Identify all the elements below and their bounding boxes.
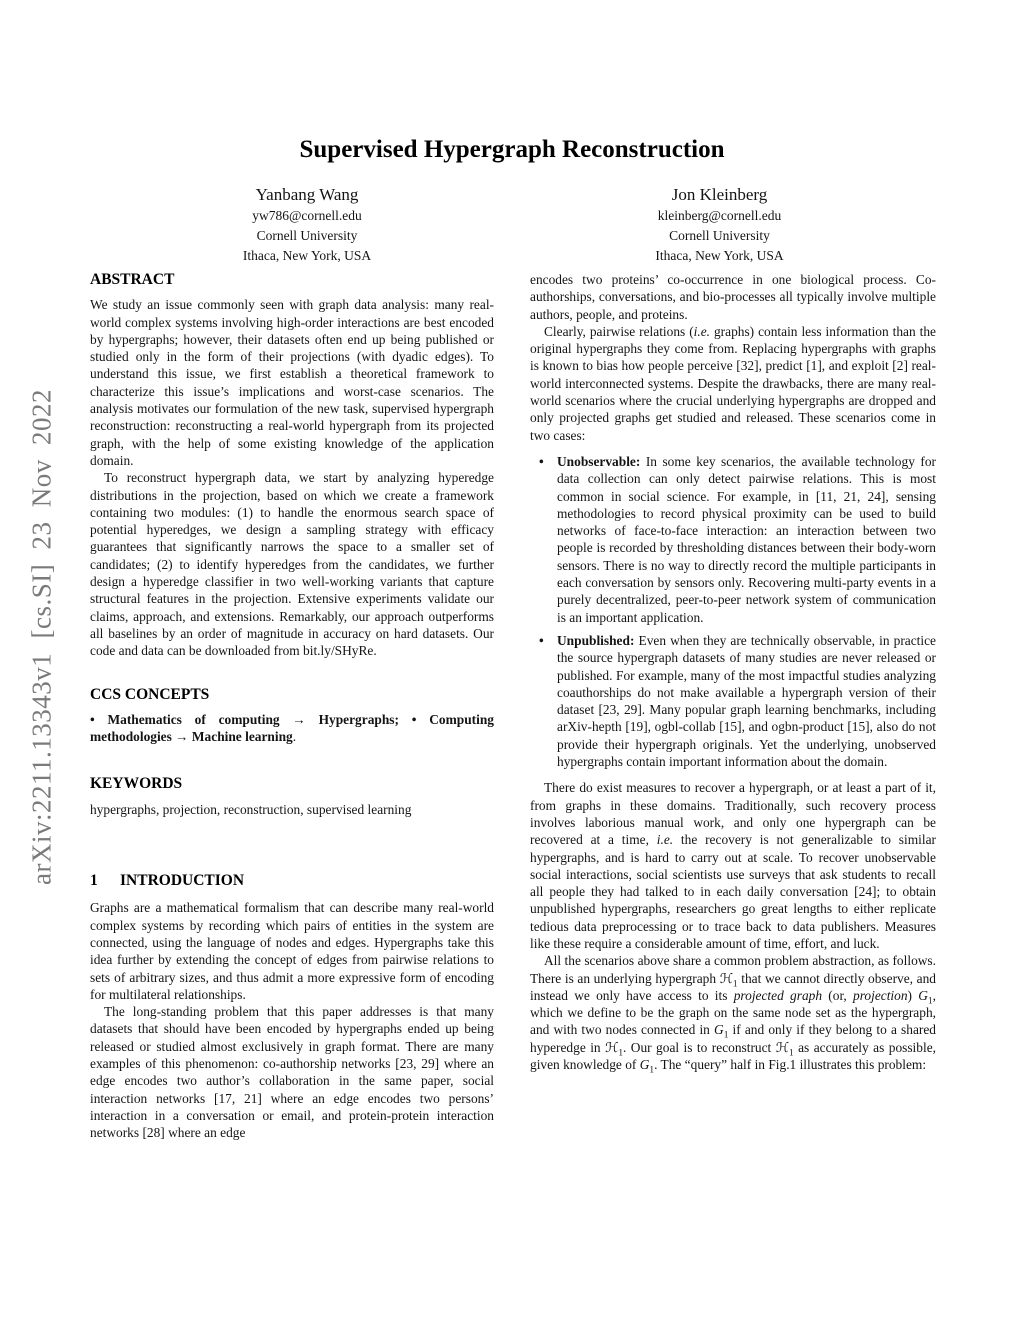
list-item-unpublished: [530, 632, 936, 770]
bullet-text: Even when they are technically observable, in practice the source hypergraph datasets of many studies are never released or published. For example, many of the most impactful studies analyzing coauthorships do not make available a hypergraph version of their dataset [23, 29]. Many popular graph learning benchmarks, including arXiv-hepth [19], ogbl-collab [15], and ogbn-product [15], also do not provide their hypergraph originals. Yet the underlying, unobserved hypergraphs contain important information about the domain.: [557, 632, 936, 770]
author-name: Jon Kleinberg: [671, 185, 768, 204]
list-item-unobservable: [530, 453, 936, 626]
scenario-bullet-list: [530, 453, 936, 770]
author-email: kleinberg@cornell.edu: [657, 208, 782, 223]
author-affiliation: Cornell University: [669, 228, 770, 243]
section-number: 1: [90, 872, 98, 890]
keywords-text: hypergraphs, projection, reconstruction, supervised learning: [90, 801, 412, 817]
body-paragraph: Clearly, pairwise relations (i.e. graphs) contain less information than the original hypergraphs they come from. Replacing hypergraphs with graphs is known to bias how people perceive [32], predict [1], and exploit [2] real-world interconnected systems. Despite the drawbacks, there are many real-world scenarios where the crucial underlying hypergraphs are dropped and only projected graphs get studied and released. These scenarios come in two cases:: [530, 323, 936, 443]
author-affiliation: Cornell University: [256, 228, 358, 243]
author-block-2: [512, 184, 927, 266]
author-location: Ithaca, New York, USA: [242, 248, 372, 263]
author-location: Ithaca, New York, USA: [655, 248, 784, 263]
arxiv-sidebar-stamp: arXiv:2211.13343v1 [cs.SI] 23 Nov 2022: [26, 389, 57, 885]
author-email: yw786@cornell.edu: [252, 208, 362, 223]
bullet-icon: •: [539, 632, 544, 648]
body-paragraph: All the scenarios above share a common problem abstraction, as follows. There is an underlying hypergraph ℋ$_1$ that we cannot directly observe, and instead we only have access to its projected graph (or, projection) $G_1$, which we define to be the graph on the same node set as the hypergraph, and with two nodes connected in $G_1$ if and only if they belong to a shared hyperedge in ℋ$_1$. Our goal is to reconstruct ℋ$_1$ as accurately as possible, given knowledge of $G_1$. The “query” half in Fig.1 illustrates this problem:: [530, 953, 936, 1076]
abstract-paragraph-2: To reconstruct hypergraph data, we start by analyzing hyperedge distributions in the projection, based on which we create a framework containing two modules: (1) to handle the enormous search space of potential hyperedges, we design a sampling strategy with efficacy guarantees that significantly narrows the space to a smaller set of candidates; (2) to identify hyperedges from the candidates, we further design a hyperedge classifier in two well-working variants that capture structural features in the projection. Extensive experiments validate our claims, approach, and extensions. Remarkably, our approach outperforms all baselines by an order of magnitude in accuracy on hard datasets. Our code and data can be downloaded from bit.ly/SHyRe.: [90, 470, 494, 659]
section-title: INTRODUCTION: [120, 872, 245, 890]
ccs-concepts-text: • Mathematics of computing → Hypergraphs; • Computing methodologies → Machine learning.: [90, 711, 494, 745]
introduction-heading: [90, 872, 494, 889]
body-paragraph: There do exist measures to recover a hypergraph, or at least a part of it, from graphs in these domains. Traditionally, such recovery process involves laborious manual work, and only one hypergraph can be recovered at a time, i.e. the recovery is not generalizable to similar hypergraphs, and is hard to carry out at scale. To recover unobservable social interactions, social scientists use surveys that ask students to recall all people they had talked to in each daily conversation [24]; to obtain unpublished hypergraphs, researchers go great lengths to either replicate tedious data preprocessing or to trace back to data publishers. Measures like these require a considerable amount of time, effort, and luck.: [530, 780, 936, 951]
paper-title: Supervised Hypergraph Reconstruction: [299, 136, 725, 163]
abstract-heading: ABSTRACT: [90, 271, 175, 288]
author-name: Yanbang Wang: [255, 185, 359, 204]
introduction-paragraph-1: Graphs are a mathematical formalism that can describe many real-world complex systems by recording which pairs of entities in the system are connected, using the language of nodes and edges. Hypergraphs take this idea further by extending the concept of edges from pairwise relations to sets of arbitrary sizes, and thus admit a more expressive form of encoding for multilateral relationships.: [90, 900, 494, 1002]
introduction-paragraph-2: The long-standing problem that this paper addresses is that many datasets that should have been encoded by hypergraphs ended up being released or studied almost exclusively in graph format. There are many examples of this phenomenon: co-authorship networks [23, 29] where an edge encodes two author’s collaboration in the same paper, social interaction networks [17, 21] where an edge encodes two persons’ interaction in a conversation or email, and protein-protein interaction networks [28] where an edge: [90, 1004, 494, 1141]
bullet-icon: •: [539, 453, 544, 469]
keywords-heading: KEYWORDS: [90, 775, 183, 793]
body-paragraph: encodes two proteins’ co-occurrence in one biological process. Co-authorships, conversations, and bio-processes all typically involve multiple authors, people, and proteins.: [530, 272, 936, 322]
left-column: [90, 271, 494, 1141]
bullet-label: Unpublished:: [557, 632, 635, 648]
bullet-text: In some key scenarios, the available technology for data collection can only detect pairwise relations. This is most common in social science. For example, in [11, 21, 24], sensing methodologies to record physical proximity can be used to build networks of face-to-face interaction: an interaction between two people is recorded by thresholding distances between their body-worn sensors. There is no way to directly record the multiple participants in each conversation by sensors only. Recovering multi-party events in a purely decentralized, peer-to-peer network system of communication is an important application.: [557, 453, 936, 625]
bullet-label: Unobservable:: [557, 453, 641, 469]
author-block-1: [90, 184, 524, 266]
ccs-heading: CCS CONCEPTS: [90, 685, 210, 703]
right-column: [530, 271, 936, 1076]
abstract-paragraph-1: We study an issue commonly seen with graph data analysis: many real-world complex systems involving high-order interactions are best encoded by hypergraphs; however, their datasets often end up being published or studied only in the form of their projections (with dyadic edges). To understand this issue, we first establish a theoretical framework to characterize this issue’s implications and worst-case scenarios. The analysis motivates our formulation of the new task, supervised hypergraph reconstruction: reconstructing a real-world hypergraph from its projected graph, with the help of some existing knowledge of the application domain.: [90, 297, 494, 468]
